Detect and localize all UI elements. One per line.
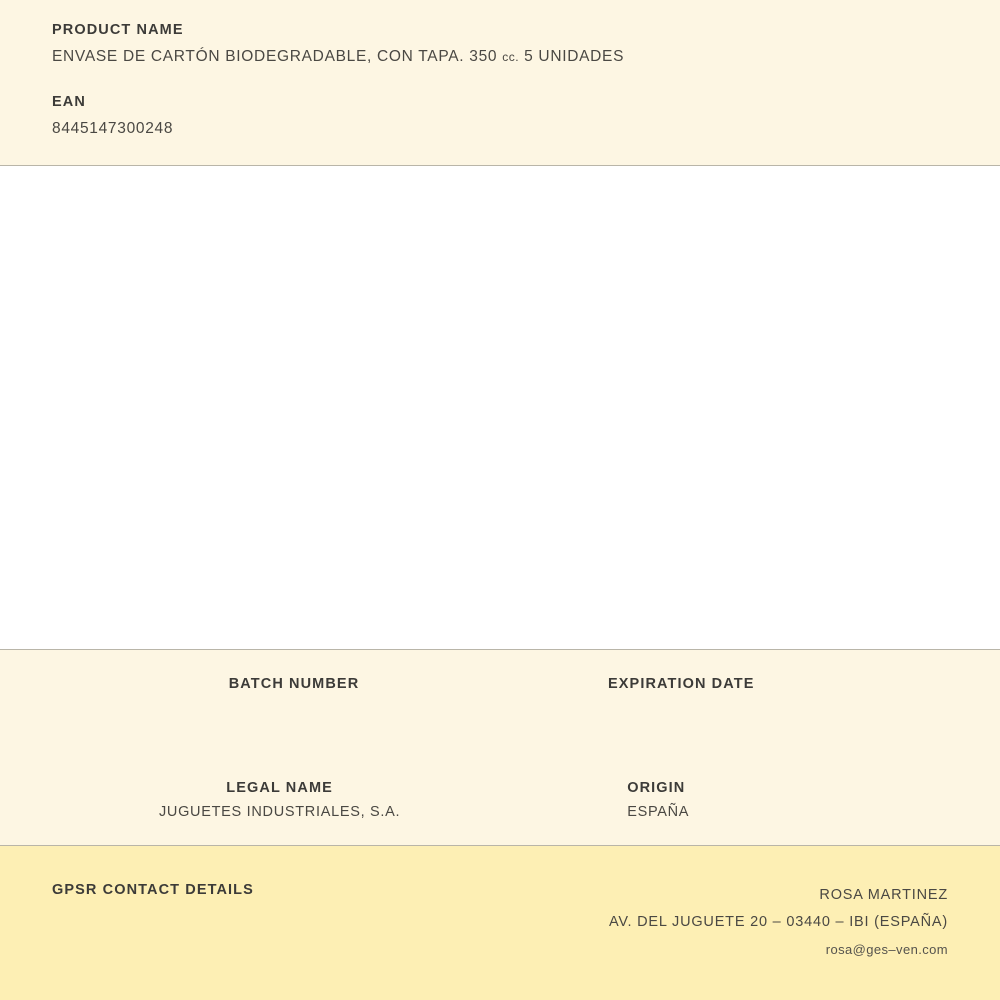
origin-value: ESPAÑA: [627, 804, 690, 820]
expiration-date-value: [608, 700, 1000, 718]
product-name-value-tail: 5 UNIDADES: [519, 48, 625, 65]
product-header-section: [0, 0, 1000, 166]
batch-number-cell: [0, 676, 588, 718]
product-name-value: [52, 48, 1000, 66]
product-name-value-main: ENVASE DE CARTÓN BIODEGRADABLE, CON TAPA. 350: [52, 48, 503, 65]
legal-name-value: JUGUETES INDUSTRIALES, S.A.: [158, 804, 401, 820]
ean-label: EAN: [52, 94, 86, 110]
legal-row: [0, 780, 1000, 822]
gpsr-contact-name: ROSA MARTINEZ: [819, 887, 948, 903]
product-name-value-unit: cc.: [502, 50, 520, 64]
expiration-date-label: EXPIRATION DATE: [608, 676, 755, 692]
origin-label: ORIGIN: [627, 780, 686, 796]
product-name-label: PRODUCT NAME: [52, 22, 184, 38]
batch-legal-section: [0, 650, 1000, 846]
product-name-field: [0, 22, 1000, 66]
gpsr-contact-address: AV. DEL JUGUETE 20 – 03440 – IBI (ESPAÑA): [608, 914, 948, 930]
batch-number-label: BATCH NUMBER: [228, 676, 360, 692]
gpsr-contact-details: [609, 882, 948, 963]
gpsr-contact-label: GPSR CONTACT DETAILS: [52, 882, 254, 898]
batch-row: [0, 676, 1000, 718]
gpsr-contact-email: rosa@ges–ven.com: [825, 942, 948, 957]
legal-name-cell: [0, 780, 559, 822]
origin-cell: [559, 780, 1000, 822]
ean-field: [0, 94, 1000, 138]
legal-name-label: LEGAL NAME: [226, 780, 333, 796]
ean-value: 8445147300248: [52, 120, 174, 137]
gpsr-contact-section: [0, 846, 1000, 1000]
expiration-date-cell: [588, 676, 1000, 718]
batch-number-value: [0, 700, 588, 718]
blank-content-area: [0, 166, 1000, 650]
